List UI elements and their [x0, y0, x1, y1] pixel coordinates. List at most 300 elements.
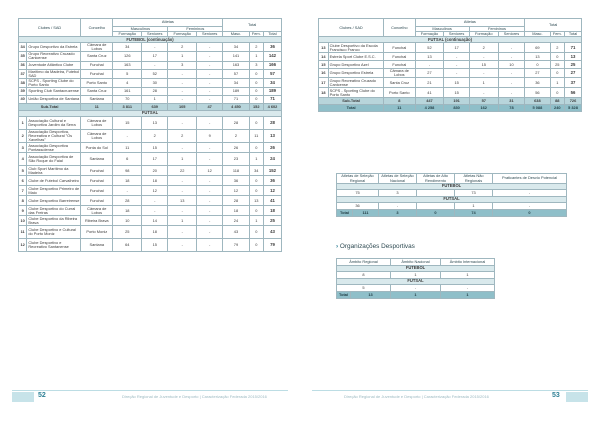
- table-cell: -: [493, 203, 567, 210]
- value-ms: 52: [142, 69, 168, 78]
- total-value: 34: [263, 78, 281, 87]
- total-masc: 71: [223, 95, 249, 103]
- concelho: Câmara de Lobos: [81, 206, 113, 216]
- row-number: 17: [319, 78, 329, 88]
- value-fs: -: [197, 43, 223, 52]
- header-fem: Fem.: [550, 32, 564, 37]
- concelho: Câmara de Lobos: [81, 43, 113, 52]
- total-value: 37: [565, 78, 582, 88]
- org-header-nacional: Âmbito Nacional: [391, 259, 441, 266]
- table-cell: [417, 203, 455, 210]
- total-fem: 0: [249, 206, 263, 216]
- total-value: 36: [263, 176, 281, 186]
- subtotal-row-conc: 11: [81, 103, 113, 110]
- value-ms: 17: [444, 43, 469, 53]
- header-clubes: Clubes / SAD: [319, 19, 384, 37]
- subtotal-row-tm: 4 450: [223, 103, 249, 110]
- value-mf: -: [415, 61, 444, 69]
- subtotal-row-tf: 88: [550, 98, 564, 105]
- club-name: Associação Desportiva de São Roque do Faial: [27, 153, 81, 166]
- total-fem: 0: [249, 226, 263, 239]
- value-ff: 3: [168, 61, 197, 69]
- total-value: 57: [263, 69, 281, 78]
- total-value: 79: [263, 239, 281, 252]
- subtotal-row-label: Sub-Total: [319, 98, 384, 105]
- total-value: 13: [263, 129, 281, 142]
- value-mf: 28: [113, 196, 142, 206]
- club-name: Grupo Desportivo Azel: [328, 61, 384, 69]
- club-name: Marítimo da Madeira, Futebol SAD: [28, 69, 80, 78]
- subtotal-row-tt: 4 602: [263, 103, 281, 110]
- footer-text-left: Direção Regional de Juventude e Desporto | Caracterização Federada 2015/2016: [122, 394, 267, 399]
- concelho: Funchal: [384, 61, 415, 69]
- row-number: 9: [19, 206, 27, 216]
- total-value: 28: [263, 116, 281, 129]
- value-ff: -: [469, 53, 498, 61]
- total-value: 27: [565, 69, 582, 78]
- row-number: 8: [19, 196, 27, 206]
- table-cell: -: [493, 190, 567, 197]
- total-masc: 43: [223, 226, 249, 239]
- value-ms: 2: [142, 129, 168, 142]
- club-name: Clube Desportivo Primeiro de Maio: [28, 185, 80, 195]
- header-femininos: Femininos: [469, 27, 524, 32]
- club-name: Associação Desportiva, Recreativa e Cultural "Os Xavelhas": [27, 129, 81, 142]
- total-value: 25: [263, 216, 281, 226]
- club-name: União Desportiva de Santana: [27, 95, 81, 103]
- value-ms: 17: [142, 52, 168, 61]
- row-number: 15: [319, 61, 329, 69]
- total-masc: 2: [223, 129, 249, 142]
- club-name: Clube Desportivo da Ribeira Brava: [27, 216, 81, 226]
- row-number: 3: [19, 143, 27, 153]
- concelho: Ponta do Sol: [81, 143, 113, 153]
- total-masc: 79: [223, 239, 249, 252]
- header-formacao-m: Formação: [113, 32, 142, 37]
- table-row: [19, 186, 282, 196]
- page-number-right: 53: [552, 392, 560, 399]
- header-fem: Fem.: [249, 32, 263, 37]
- total-fem: 2: [550, 43, 564, 53]
- value-fs: -: [197, 95, 223, 103]
- value-ff: -: [168, 186, 197, 196]
- total-value: 166: [263, 61, 281, 69]
- total-masc: 18: [223, 206, 249, 216]
- total-value: 36: [263, 43, 281, 52]
- club-name: Clube Desportivo da Escola Francisco Franco: [328, 43, 384, 53]
- value-ms: 30: [142, 78, 168, 87]
- table-cell: [417, 190, 455, 197]
- value-fs: -: [197, 216, 223, 226]
- concelho: Funchal: [81, 166, 113, 176]
- subtotal-row-label: Sub-Total: [19, 103, 81, 110]
- header-atletas: Atletas: [113, 19, 223, 27]
- table-row: [319, 43, 582, 53]
- total-masc: 28: [223, 196, 249, 206]
- value-ms: 15: [444, 78, 469, 88]
- total-value: 43: [263, 226, 281, 239]
- subtotal-row-tm: 638: [525, 98, 550, 105]
- concelho: Funchal: [81, 196, 113, 206]
- value-ms: 20: [142, 166, 168, 176]
- table-row: [19, 176, 282, 186]
- value-mf: 10: [113, 216, 142, 226]
- value-ff: -: [168, 116, 197, 129]
- total-row-conc: 11: [384, 105, 415, 112]
- value-fs: -: [197, 196, 223, 206]
- total-fem: 0: [249, 186, 263, 196]
- row-number: 14: [319, 53, 329, 61]
- value-mf: 52: [415, 43, 444, 53]
- org-section-heading: [336, 243, 415, 250]
- concelho: Santa Cruz: [81, 87, 113, 95]
- header-formacao-m: Formação: [415, 32, 444, 37]
- subtotal-row-tf: 152: [249, 103, 263, 110]
- subtotal-row-ms: 639: [142, 103, 168, 110]
- value-mf: 4: [113, 78, 142, 87]
- total-value: 24: [263, 153, 281, 166]
- value-ms: 15: [142, 239, 168, 252]
- value-mf: 6: [113, 153, 142, 166]
- value-mf: -: [113, 129, 142, 142]
- header-total: Total: [525, 19, 582, 32]
- table-row: [19, 129, 282, 142]
- total-fem: 0: [249, 239, 263, 252]
- total-row-ff: 162: [469, 105, 498, 112]
- header-total-col: Total: [263, 32, 281, 37]
- table-cell: 1: [441, 292, 495, 299]
- total-masc: 12: [223, 186, 249, 196]
- total-masc: 118: [223, 166, 249, 176]
- table-cell: 1: [455, 203, 493, 210]
- total-fem: 0: [249, 78, 263, 87]
- value-mf: 15: [113, 116, 142, 129]
- row-number: 13: [319, 43, 329, 53]
- subtotal-row-mf: 3 811: [113, 103, 142, 110]
- value-ff: -: [168, 239, 197, 252]
- total-value: 12: [263, 186, 281, 196]
- value-ff: -: [168, 176, 197, 186]
- table-row: [19, 69, 282, 78]
- total-value: 18: [263, 206, 281, 216]
- total-fem: 3: [249, 61, 263, 69]
- total-fem: 0: [550, 88, 564, 98]
- table-cell: 3: [379, 190, 417, 197]
- total-masc: 23: [223, 153, 249, 166]
- total-masc: 26: [223, 143, 249, 153]
- value-fs: -: [197, 61, 223, 69]
- value-ff: -: [168, 78, 197, 87]
- value-ff: 1: [168, 216, 197, 226]
- club-name: Grupo Desportivo da Estrela: [27, 43, 81, 52]
- value-ms: -: [444, 61, 469, 69]
- value-mf: 41: [415, 88, 444, 98]
- header-total: Total: [223, 19, 282, 32]
- value-mf: 21: [415, 78, 444, 88]
- table-cell: 8: [337, 272, 391, 279]
- subtotal-row-ff: 105: [168, 103, 197, 110]
- total-fem: 0: [249, 176, 263, 186]
- value-ms: 17: [142, 153, 168, 166]
- value-ff: 1: [469, 78, 498, 88]
- subtotal-row: [19, 103, 282, 110]
- club-name: Grupo Desportivo Estrela: [328, 69, 384, 78]
- total-masc: 163: [223, 61, 249, 69]
- value-fs: -: [197, 116, 223, 129]
- value-ms: 18: [142, 226, 168, 239]
- value-ms: 1: [142, 95, 168, 103]
- concelho: Santana: [81, 95, 113, 103]
- subtotal-row-fs: 31: [498, 98, 525, 105]
- table-cell: 75: [337, 190, 379, 197]
- value-fs: 10: [498, 61, 525, 69]
- total-masc: 69: [525, 43, 550, 53]
- total-row-mf: 4 258: [415, 105, 444, 112]
- subtotal-row-tt: 726: [565, 98, 582, 105]
- row-number: 39: [19, 87, 27, 95]
- row-number: 4: [19, 153, 27, 166]
- value-ms: -: [142, 196, 168, 206]
- total-fem: 34: [249, 166, 263, 176]
- row-number: 18: [319, 88, 329, 98]
- value-ff: 13: [168, 196, 197, 206]
- selection-table: [336, 173, 567, 217]
- total-row-tm: 5 088: [525, 105, 550, 112]
- table-row: [19, 43, 282, 52]
- value-ff: -: [469, 69, 498, 78]
- table-row: [19, 116, 282, 129]
- header-formacao-f: Formação: [469, 32, 498, 37]
- table-cell: 73: [455, 190, 493, 197]
- table-row: [319, 78, 582, 88]
- concelho: Câmara de Lobos: [81, 116, 113, 129]
- club-name: Juventude Atlântico Clube: [27, 61, 81, 69]
- table-cell: 1: [391, 272, 441, 279]
- total-value: 152: [263, 166, 281, 176]
- table-row: [19, 239, 282, 252]
- total-masc: 28: [223, 116, 249, 129]
- value-fs: -: [197, 87, 223, 95]
- row-number: 38: [19, 78, 27, 87]
- value-fs: -: [197, 69, 223, 78]
- value-fs: -: [197, 143, 223, 153]
- club-name: Sporting Club Santacruzense: [27, 87, 81, 95]
- sel-header-nacional: Atletas de Seleção Nacional: [379, 174, 417, 184]
- total-value: 25: [565, 61, 582, 69]
- club-name: Club Sport Marítimo da Madeira: [27, 166, 81, 176]
- value-mf: 11: [113, 143, 142, 153]
- concelho: Santa Cruz: [384, 78, 415, 88]
- header-clubes: Clubes / SAD: [19, 19, 81, 37]
- club-name: Associação Cultural e Desportiva Jardim da Serra: [27, 116, 81, 129]
- value-ms: -: [142, 61, 168, 69]
- header-concelho: Concelho: [384, 19, 415, 37]
- club-name: Clube Desportivo e Recreativo Santanense: [27, 239, 81, 252]
- table-row: [319, 53, 582, 61]
- concelho: Câmara de Lobos: [81, 129, 113, 142]
- table-row: [19, 226, 282, 239]
- value-ms: -: [142, 206, 168, 216]
- total-value: 142: [263, 52, 281, 61]
- total-value: 71: [263, 95, 281, 103]
- total-fem: 1: [550, 78, 564, 88]
- total-fem: 11: [249, 129, 263, 142]
- table-row: [19, 87, 282, 95]
- total-row-label: Total: [319, 105, 384, 112]
- value-mf: -: [113, 186, 142, 196]
- table-cell: 1: [391, 292, 441, 299]
- value-ff: -: [168, 206, 197, 216]
- total-fem: 2: [249, 43, 263, 52]
- club-name: Clube Desportivo e Cultural do Porto Moniz: [27, 226, 81, 239]
- concelho: Porto Santo: [81, 78, 113, 87]
- table-cell: 74: [455, 210, 493, 217]
- chevron-right-icon: ›: [336, 243, 339, 250]
- value-ff: 2: [168, 43, 197, 52]
- value-mf: 70: [113, 95, 142, 103]
- value-ff: 2: [469, 43, 498, 53]
- sel-section-futsal: FUTSAL: [337, 197, 567, 203]
- value-fs: -: [498, 69, 525, 78]
- total-fem: 0: [249, 95, 263, 103]
- header-femininos: Femininos: [168, 27, 223, 32]
- concelho: Ribeira Brava: [81, 216, 113, 226]
- page-number-left: 52: [38, 392, 46, 399]
- row-number: 12: [19, 239, 27, 252]
- concelho: Santana: [81, 239, 113, 252]
- total-masc: 36: [223, 176, 249, 186]
- value-fs: -: [197, 239, 223, 252]
- row-number: 11: [19, 226, 27, 239]
- value-ms: -: [142, 43, 168, 52]
- value-ff: 1: [168, 52, 197, 61]
- sel-header-nao-regionais: Atletas Não Regionais: [455, 174, 493, 184]
- row-number: 6: [19, 176, 27, 186]
- header-masculinos: Masculinos: [415, 27, 469, 32]
- header-masc: Masc.: [223, 32, 249, 37]
- total-value: 26: [263, 143, 281, 153]
- footer-bar-left: [12, 392, 34, 402]
- header-atletas: Atletas: [415, 19, 525, 27]
- total-row: [319, 105, 582, 112]
- table-cell: 5: [337, 285, 391, 292]
- table-cell: 36: [337, 203, 379, 210]
- value-ff: -: [469, 88, 498, 98]
- value-mf: 163: [113, 61, 142, 69]
- total-masc: 189: [223, 87, 249, 95]
- value-fs: -: [197, 206, 223, 216]
- value-ff: 1: [168, 153, 197, 166]
- table-row: [19, 206, 282, 216]
- total-fem: 1: [249, 153, 263, 166]
- total-masc: 36: [525, 78, 550, 88]
- club-name: SCPS - Sporting Clube do Porto Santo: [328, 88, 384, 98]
- table-row: [319, 69, 582, 78]
- value-fs: -: [197, 186, 223, 196]
- section-futebol-cont: FUTEBOL (continuação): [19, 37, 282, 43]
- header-seniores-m: Seniores: [142, 32, 168, 37]
- value-mf: 27: [415, 69, 444, 78]
- right-athletes-table: [318, 18, 582, 112]
- concelho: Funchal: [81, 176, 113, 186]
- table-row: [19, 143, 282, 153]
- club-name: Clube de Futebol Carvalheiro: [27, 176, 81, 186]
- subtotal-row-mf: 447: [415, 98, 444, 105]
- table-cell: 0: [493, 210, 567, 217]
- table-cell: 1: [441, 272, 495, 279]
- table-cell: 111: [353, 210, 379, 217]
- footer-text-right: Direção Regional de Juventude e Desporto | Caracterização Federada 2015/2016: [344, 394, 489, 399]
- club-name: Clube Desportivo Barreirense: [27, 196, 81, 206]
- value-mf: 25: [113, 226, 142, 239]
- total-fem: 0: [249, 143, 263, 153]
- total-masc: 24: [223, 216, 249, 226]
- total-fem: 0: [249, 116, 263, 129]
- total-fem: 1: [249, 52, 263, 61]
- subtotal-row-fs: 47: [197, 103, 223, 110]
- table-cell: 0: [417, 210, 455, 217]
- table-cell: -: [379, 203, 417, 210]
- table-row: [19, 166, 282, 176]
- section-futsal: FUTSAL: [19, 110, 282, 116]
- value-fs: -: [197, 78, 223, 87]
- footer-bar-right: [566, 392, 588, 402]
- section-futsal-cont: FUTSAL (continuação): [319, 37, 582, 43]
- row-number: 1: [19, 116, 27, 129]
- total-value: 189: [263, 87, 281, 95]
- value-mf: 18: [113, 176, 142, 186]
- org-section-futsal: FUTSAL: [337, 279, 495, 285]
- total-row-tf: 240: [550, 105, 564, 112]
- header-formacao-f: Formação: [168, 32, 197, 37]
- total-masc: 34: [223, 78, 249, 87]
- value-fs: -: [498, 43, 525, 53]
- value-ff: 22: [168, 166, 197, 176]
- table-cell: -: [391, 285, 441, 292]
- org-section-futebol: FUTEBOL: [337, 266, 495, 272]
- value-ff: 2: [168, 129, 197, 142]
- header-seniores-m: Seniores: [444, 32, 469, 37]
- concelho: Santana: [81, 153, 113, 166]
- club-name: Associação Desportiva Pontassolense: [27, 143, 81, 153]
- total-fem: 0: [550, 69, 564, 78]
- row-number: 34: [19, 43, 27, 52]
- header-total-col: Total: [565, 32, 582, 37]
- total-fem: 13: [249, 196, 263, 206]
- table-row: [319, 88, 582, 98]
- header-masc: Masc.: [525, 32, 550, 37]
- value-ff: -: [168, 143, 197, 153]
- value-ms: 14: [142, 216, 168, 226]
- value-mf: 13: [415, 53, 444, 61]
- concelho: Funchal: [384, 53, 415, 61]
- right-page: [300, 0, 600, 424]
- value-mf: 18: [113, 206, 142, 216]
- value-fs: -: [197, 52, 223, 61]
- table-row: [19, 61, 282, 69]
- total-fem: 25: [550, 61, 564, 69]
- total-fem: 0: [249, 87, 263, 95]
- total-fem: 0: [550, 53, 564, 61]
- row-number: 2: [19, 129, 27, 142]
- total-value: 71: [565, 43, 582, 53]
- value-ms: -: [444, 53, 469, 61]
- value-fs: -: [498, 88, 525, 98]
- sel-section-futebol: FUTEBOL: [337, 184, 567, 190]
- total-value: 41: [263, 196, 281, 206]
- concelho: Câmara de Lobos: [384, 69, 415, 78]
- value-fs: -: [197, 176, 223, 186]
